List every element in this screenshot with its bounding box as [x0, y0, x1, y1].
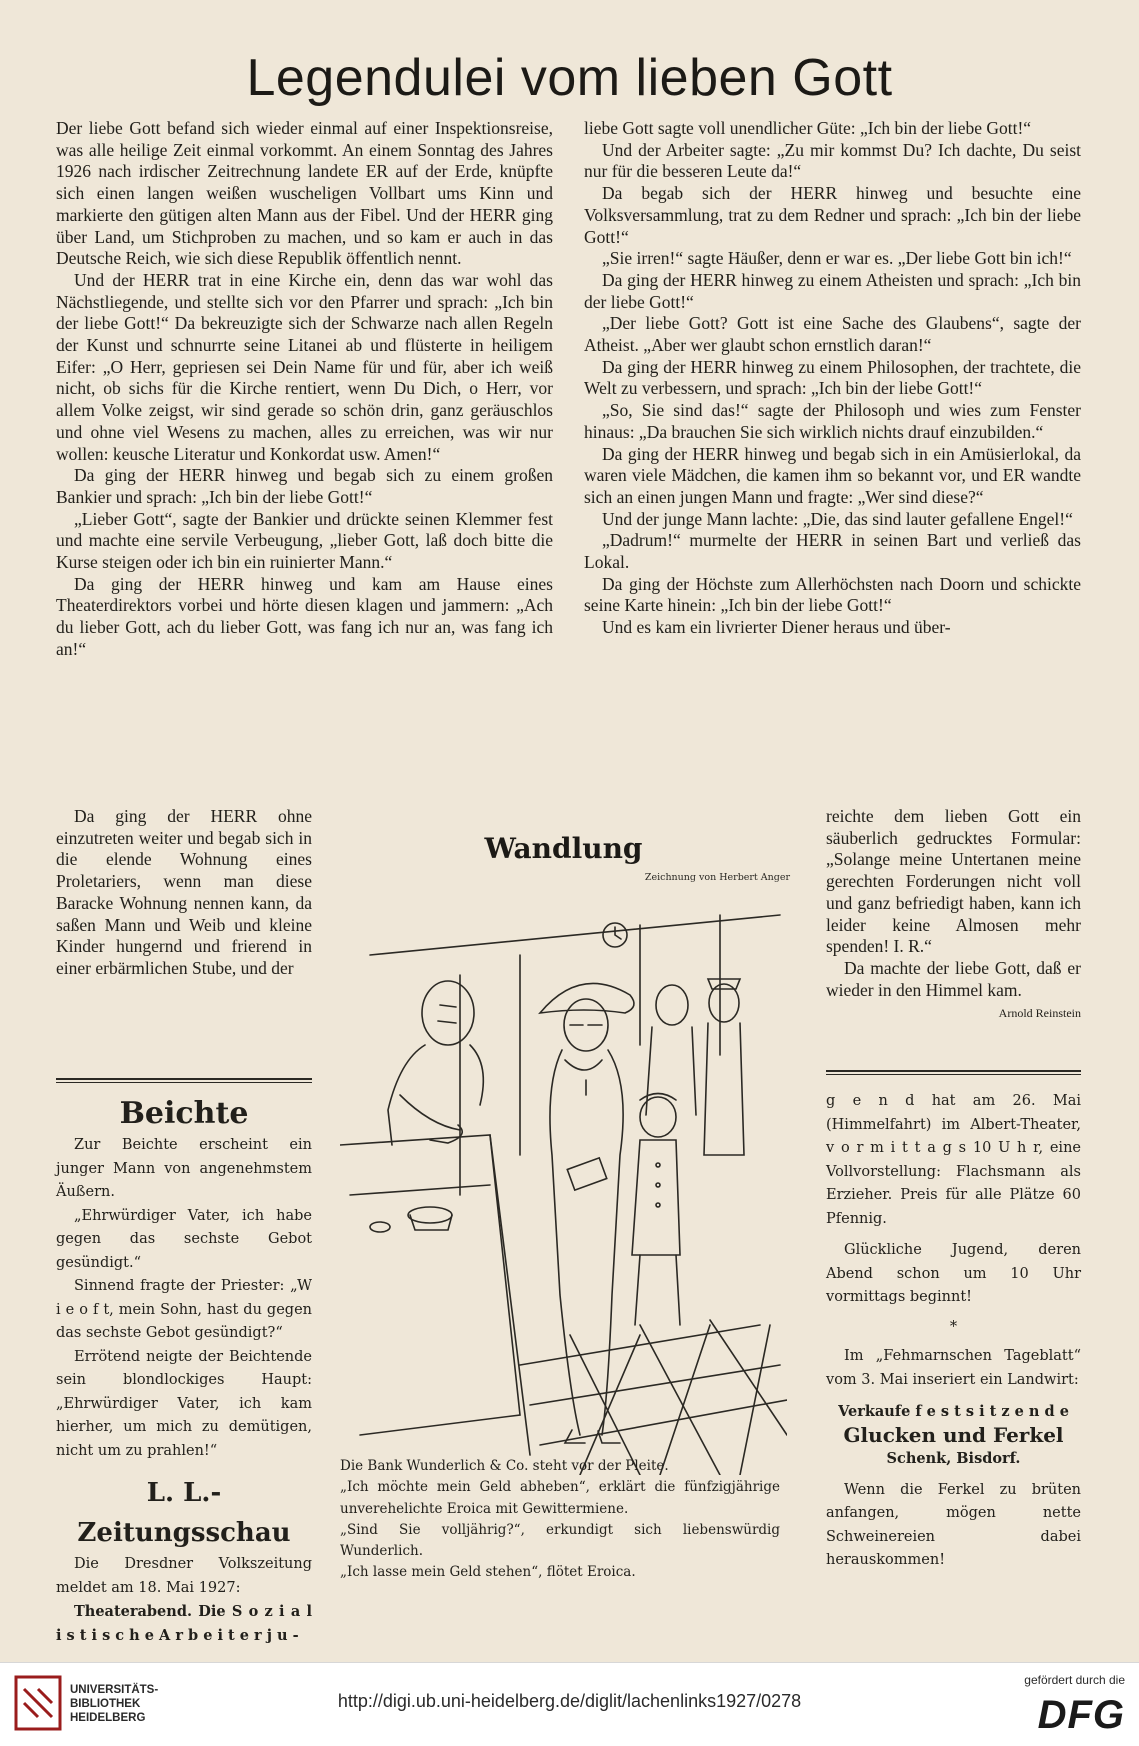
story-paragraph: Da ging der HERR hinweg und begab sich zu einem großen Bankier und sprach: „Ich bin der liebe Gott!“ [56, 465, 553, 507]
story-paragraph: liebe Gott sagte voll unendlicher Güte: „Ich bin der liebe Gott!“ [584, 118, 1032, 138]
story-paragraph: „Sie irren!“ sagte Häußer, denn er war es. „Der liebe Gott bin ich!“ [602, 248, 1072, 269]
section-divider [56, 1078, 312, 1083]
story-paragraph: Da ging der HERR hinweg und kam am Hause eines Theaterdirektors vorbei und hörte diesen klagen und jammern: „Ach du lieber Gott, ach du lieber Gott, was fang ich nur an, was fang ich an!“ [56, 573, 553, 659]
story-paragraph: Da ging der HERR hinweg zu einem Atheisten und sprach: „Ich bin der liebe Gott!“ [584, 269, 1081, 312]
story-paragraph: Da ging der HERR hinweg und begab sich in ein Amüsierlokal, da waren viele Mädchen, die kamen ihm so bekannt vor, und ER wandte sich an einen jungen Mann und fragte: „Wer sind diese?“ [584, 443, 1081, 507]
story-paragraph: Und es kam ein livrierter Diener heraus und über- [602, 617, 951, 638]
story-paragraph: Da ging der Höchste zum Allerhöchsten nach Doorn und schickte seine Karte hinein: „Ich bin der liebe Gott!“ [584, 573, 1081, 616]
story-paragraph: „Lieber Gott“, sagte der Bankier und drückte seinen Klemmer fest und machte eine servile Verbeugung, „lieber Gott, laß doch bitte die Kurse steigen oder ich bin ein ruinierter Mann.“ [56, 508, 553, 573]
author-signature: Arnold Reinstein [998, 1006, 1081, 1021]
drawing-caption [340, 1456, 780, 1584]
separator-star: * [949, 1318, 958, 1335]
story-paragraph: Da ging der HERR hinweg zu einem Philosophen, der trachtete, die Welt zu verbessern, und sprach: „Ich bin der liebe Gott!“ [584, 356, 1081, 399]
ad-headline: Glucken und Ferkel [843, 1422, 1064, 1447]
story-paragraph: Und der HERR trat in eine Kirche ein, denn das war wohl das Nächstliegende, und stellte sich vor den Pfarrer und sprach: „Ich bin der liebe Gott!“ Da bekreuzigte sich der Schwarze nach allen Regeln der Kunst und schnurrte seine Litanei ab und flüsterte in heiligem Eifer: „O Herr, gepriesen sei Dein Name für und für, aber ich weiß nicht, ob sichs für die Kirche rentiert, wenn Du Dich, o Herr, vor allem Volke zeigst, wir sind gerade so schön drin, ganz geräuschlos und ohne viel Wesens zu machen, alles zu erreichen, was wir nur wollen: keusche Literatur und Konkordat usw. Amen!“ [56, 269, 553, 464]
story-paragraph: „Dadrum!“ murmelte der HERR in seinen Bart und verließ das Lokal. [584, 530, 1081, 573]
cartoon-illustration [340, 895, 787, 1475]
beichte-paragraph: Sinnend fragte der Priester: „W i e o f t, mein Sohn, hast du gegen das sechste Gebot gesündigt?“ [56, 1278, 312, 1341]
story-paragraph: Der liebe Gott befand sich wieder einmal auf einer Inspektionsreise, was alle heilige Zeit einmal vorkommt. An einem Sonntag des Jahres 1926 nach irdischer Zeitrechnung landete ER auf der Erde, knüpfte sich einen langen weißen wuscheligen Vollbart ums Kinn und markierte den gütigen alten Mann aus der Fibel. Und der HERR ging über Land, um Stichproben zu machen, und so kam er auch in das Deutsche Reich, wie sich diese Republik öffentlich nennt. [56, 118, 553, 269]
zeitungsschau-paragraph: Theaterabend. Die S o z i a l i s t i s c h e A r b e i t e r j u - [56, 1603, 312, 1644]
story-paragraph: Da ging der HERR ohne einzutreten weiter und begab sich in die elende Wohnung eines Proletariers, wenn man diese Baracke Wohnung nennen kann, da saßen Mann und Weib und kleine Kinder hungernd und frierend in einer erbärmlichen Stube, und der [56, 806, 312, 978]
story-column-left-narrow [56, 806, 312, 980]
zeitungsschau-title: L. L.-Zeitungsschau [77, 1478, 291, 1548]
section-divider [826, 1070, 1081, 1075]
caption-line: „Ich lasse mein Geld stehen“, flötet Eroica. [340, 1564, 636, 1581]
story-paragraph: Und der Arbeiter sagte: „Zu mir kommst Du? Ich dachte, Du seist nur für die besseren Leute da!“ [584, 139, 1081, 182]
beichte-paragraph: Zur Beichte erscheint ein junger Mann von angenehmstem Äußern. [56, 1137, 312, 1200]
funded-by-label: gefördert durch die [1024, 1673, 1125, 1687]
beichte-section [56, 1094, 312, 1647]
caption-line: Die Bank Wunderlich & Co. steht vor der Pleite. [340, 1458, 669, 1474]
ad-intro: Im „Fehmarnschen Tageblatt“ vom 3. Mai inseriert ein Landwirt: [826, 1348, 1081, 1388]
ad-comment: Wenn die Ferkel zu brüten anfangen, mögen nette Schweinereien dabei herauskommen! [826, 1481, 1081, 1568]
right-box-paragraph: g e n d hat am 26. Mai (Himmelfahrt) im Albert-Theater, v o r m i t t a g s 10 U h r, eine Vollvorstellung: Flachsmann als Erzieher. Preis für alle Plätze 60 Pfennig. [826, 1093, 1081, 1227]
library-footer [0, 1662, 1139, 1746]
drawing-credit: Zeichnung von Herbert Anger [644, 872, 790, 883]
story-column-right [584, 118, 1081, 639]
ad-line: Verkaufe f e s t s i t z e n d e [838, 1403, 1069, 1420]
story-paragraph: „So, Sie sind das!“ sagte der Philosoph und wies zum Fenster hinaus: „Da brauchen Sie sich wirklich nichts drauf einzubilden.“ [584, 400, 1081, 442]
story-paragraph: „Der liebe Gott? Gott ist eine Sache des Glaubens“, sagte der Atheist. „Aber wer glaubt schon ernstlich daran!“ [584, 313, 1081, 356]
beichte-title: Beichte [119, 1096, 249, 1131]
dfg-logo: DFG [1037, 1693, 1125, 1737]
story-paragraph: Und der junge Mann lachte: „Die, das sind lauter gefallene Engel!“ [602, 508, 1073, 529]
story-paragraph: Da begab sich der HERR hinweg und besuchte eine Volksversammlung, trat zu dem Redner und sprach: „Ich bin der liebe Gott!“ [584, 183, 1081, 247]
page-url[interactable]: http://digi.ub.uni-heidelberg.de/diglit/lachenlinks1927/0278 [337, 1691, 802, 1711]
story-paragraph: Da machte der liebe Gott, daß er wieder in den Himmel kam. [826, 957, 1081, 1000]
caption-line: „Ich möchte mein Geld abheben“, erklärt die fünfzigjährige unverehelichte Eroica mit Gewittermiene. [340, 1479, 780, 1517]
drawing-title: Wandlung [484, 832, 643, 865]
right-box-paragraph: Glückliche Jugend, deren Abend schon um 10 Uhr vormittags beginnt! [826, 1242, 1081, 1305]
story-column-right-narrow [826, 806, 1081, 1025]
page-title: Legendulei vom lieben Gott [246, 49, 893, 107]
beichte-paragraph: „Ehrwürdiger Vater, ich habe gegen das sechste Gebot gesündigt.“ [56, 1207, 312, 1271]
right-box-section [826, 1090, 1081, 1573]
story-column-left [56, 118, 553, 661]
ad-signature: Schenk, Bisdorf. [886, 1450, 1021, 1467]
beichte-paragraph: Errötend neigte der Beichtende sein blondlockiges Haupt: „Ehrwürdiger Vater, ich kam hierher, um mich zu demütigen, nicht um zu prahlen!“ [56, 1348, 312, 1459]
story-paragraph: reichte dem lieben Gott ein säuberlich gedrucktes Formular: „Solange meine Untertanen meine gerechten Forderungen nicht voll und ganz befriedigt haben, kann ich leider keine Almosen mehr spenden! I. R.“ [826, 806, 1081, 957]
zeitungsschau-paragraph: Die Dresdner Volkszeitung meldet am 18. Mai 1927: [56, 1556, 312, 1596]
university-name: UNIVERSITÄTS- BIBLIOTHEK HEIDELBERG [70, 1684, 159, 1724]
caption-line: „Sind Sie volljährig?“, erkundigt sich liebenswürdig Wunderlich. [340, 1521, 780, 1560]
